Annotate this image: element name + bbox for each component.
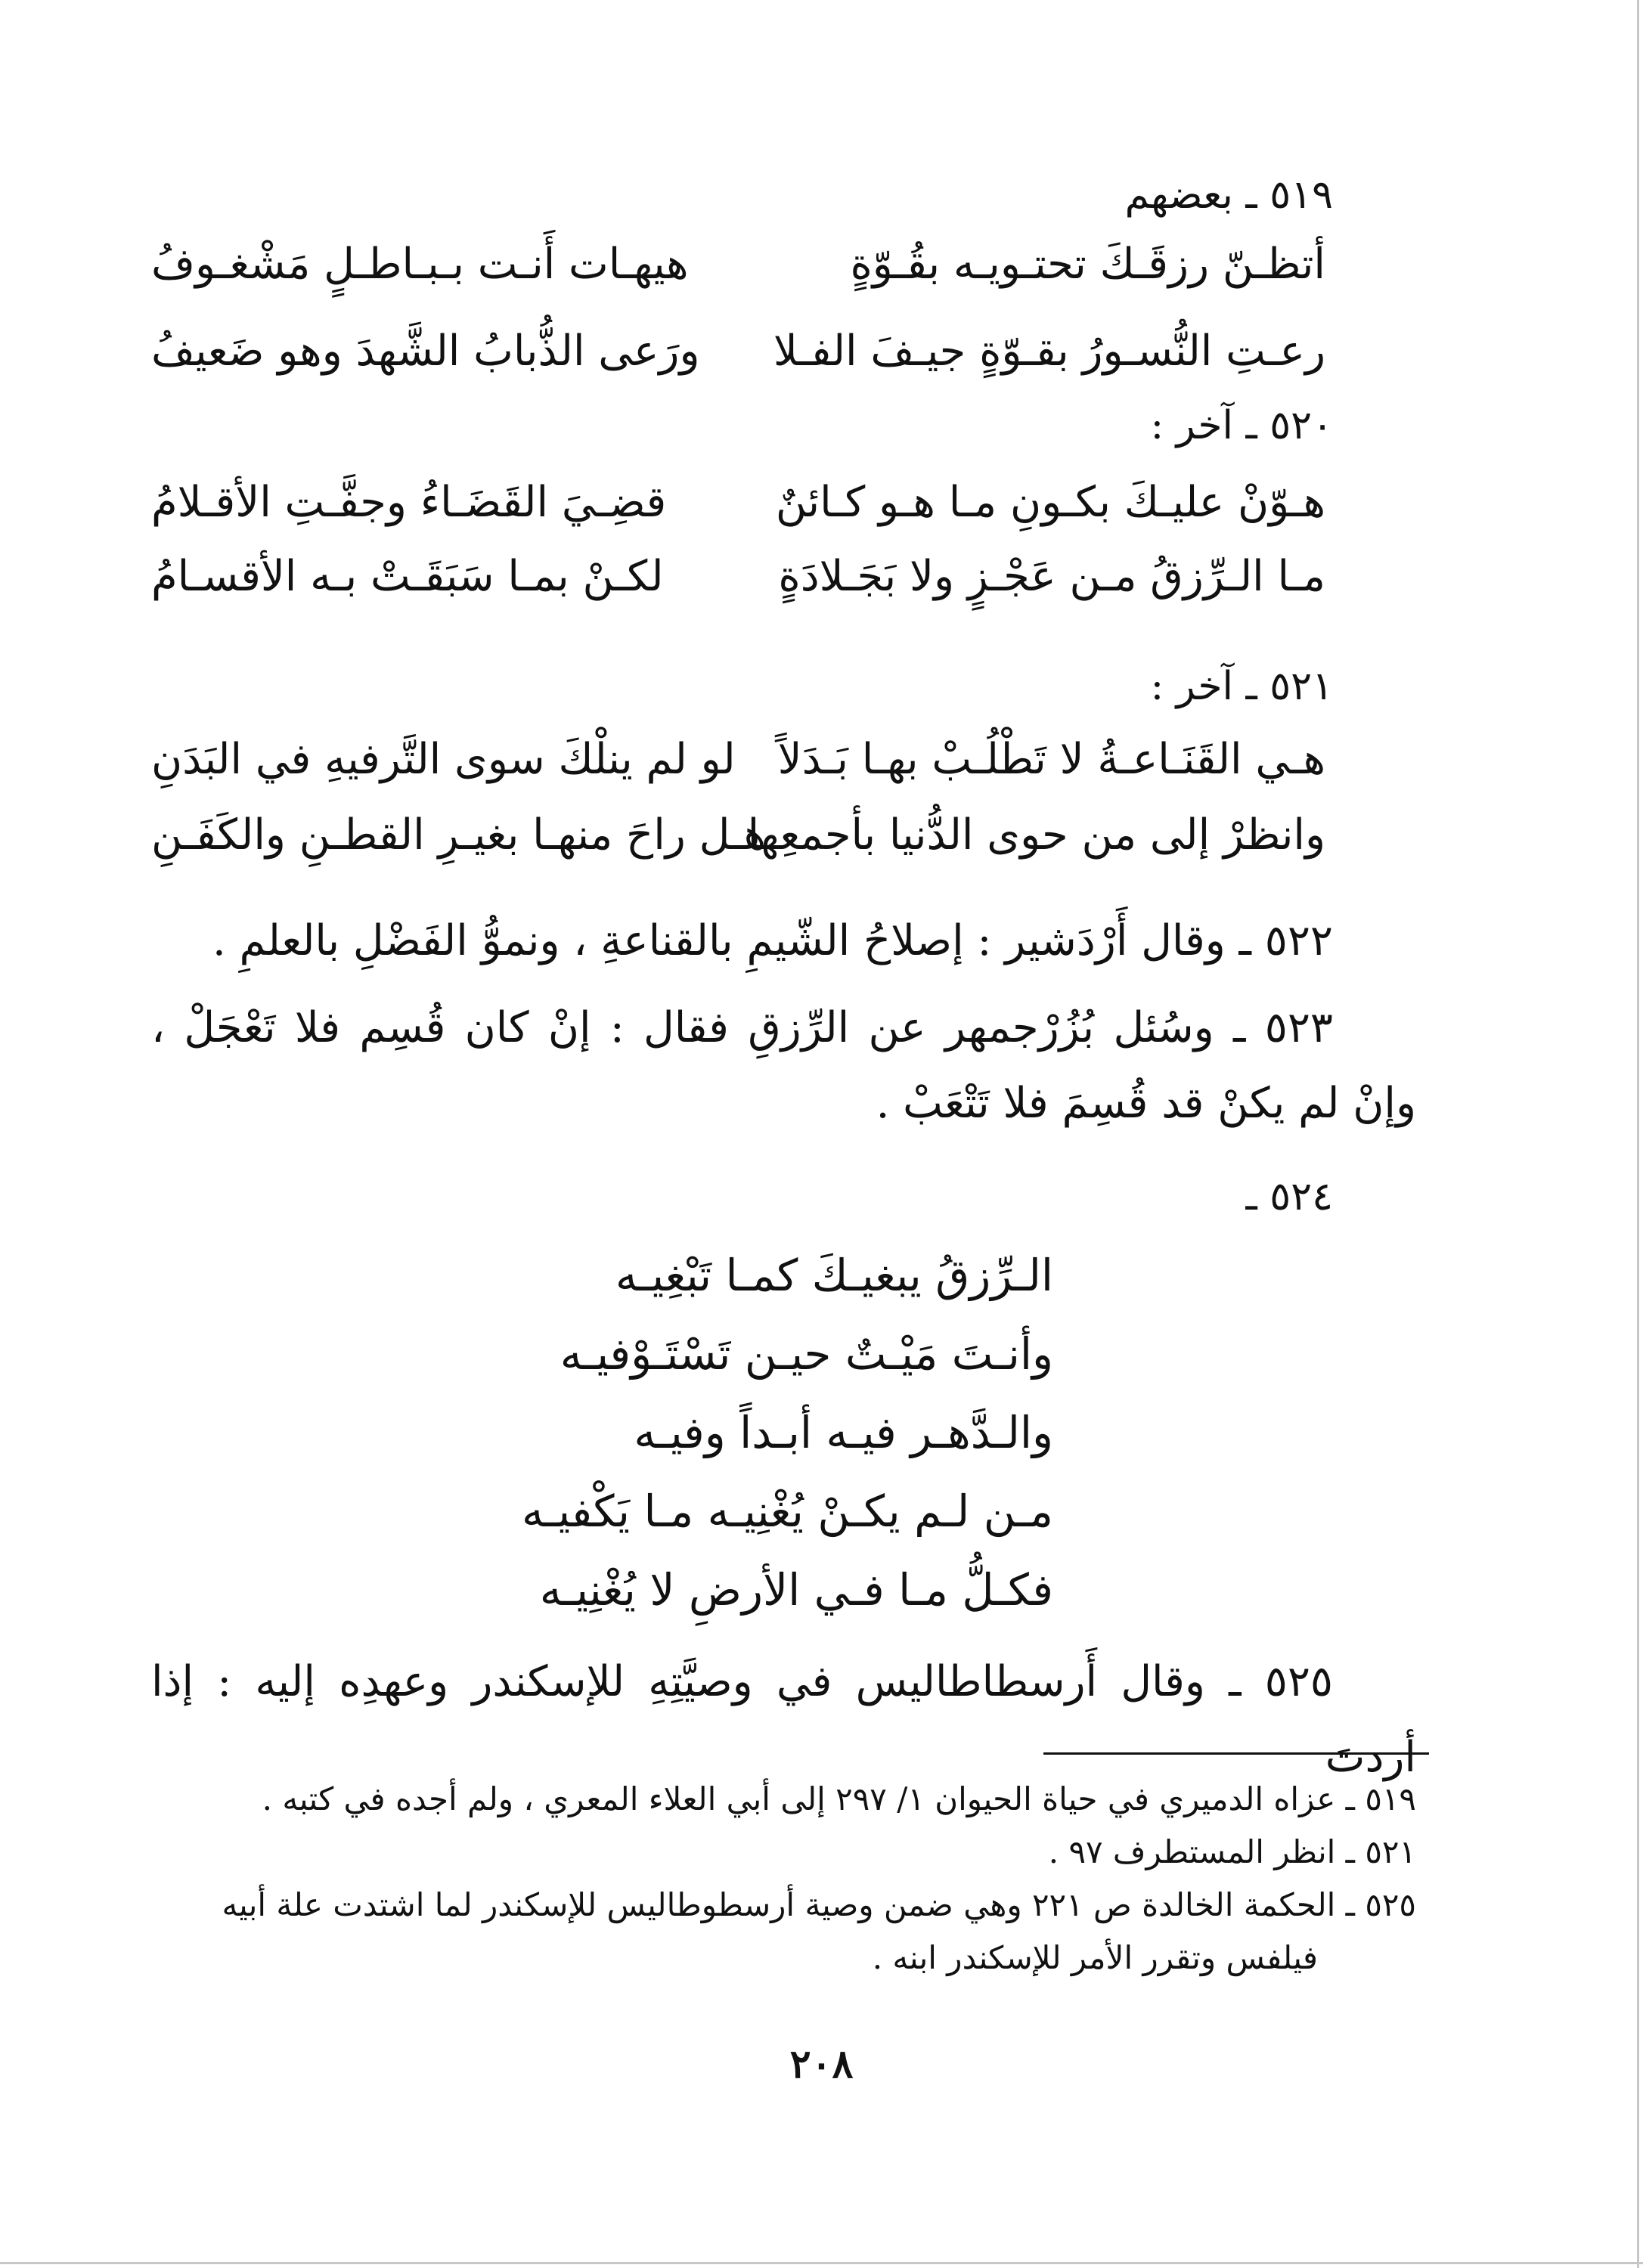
footnote-separator [1043, 1752, 1429, 1755]
verse-second-hemistich: ورَعى الذُّبابُ الشَّهدَ وهو ضَعيفُ [151, 327, 700, 376]
verse-first-hemistich: رعـتِ النُّسـورُ بقـوّةٍ جيـفَ الفـلا [773, 327, 1325, 376]
poem-line: الـرِّزقُ يبغيـكَ كمـا تَبْغِيـه [615, 1250, 1053, 1301]
footnote-521 [151, 1826, 1416, 1879]
verse-second-hemistich: لكـنْ بمـا سَبَقَـتْ بـه الأقسـامُ [151, 552, 664, 601]
verse-line [151, 543, 1416, 611]
poem-line: مـن لـم يكـنْ يُغْنِيـه مـا يَكْفيـه [521, 1486, 1053, 1537]
poem-block-524 [448, 1236, 1053, 1629]
verse-line [151, 231, 1416, 299]
scan-edge-bottom [0, 2262, 1643, 2264]
footnote-text: ٥٢٥ ـ الحكمة الخالدة ص ٢٢١ وهي ضمن وصية أرسطوطاليس للإسكندر لما اشتدت علة أبيه [222, 1886, 1416, 1923]
entry-text-522: ٥٢٢ ـ وقال أَرْدَشير : إصلاحُ الشّيمِ بالقناعةِ ، ونموُّ الفَضْلِ بالعلمِ . [212, 916, 1333, 965]
poem-line: فكـلُّ مـا فـي الأرضِ لا يُغْنِيـه [539, 1564, 1053, 1616]
poem-line: وأنـتَ مَيْـتٌ حيـن تَسْتَـوْفيـه [560, 1328, 1053, 1380]
verse-second-hemistich: هـل راحَ منهـا بغيـرِ القطـنِ والكَفَـنِ [151, 810, 766, 860]
scan-edge-right [1637, 0, 1639, 2268]
entry-paragraph-522 [151, 903, 1416, 979]
entry-text-523: ٥٢٣ ـ وسُئل بُزُرْجمهر عن الرِّزقِ فقال : إنْ كان قُسِم فلا تَعْجَلْ ، وإنْ لم يكنْ قد قُسِمَ فلا تَتْعَبْ . [151, 1003, 1416, 1128]
footnote-text-continuation: فيلفس وتقرر الأمر للإسكندر ابنه . [872, 1939, 1318, 1976]
verse-second-hemistich: هيهـات أَنـت بـبـاطـلٍ مَشْغـوفُ [151, 240, 689, 289]
verse-first-hemistich: هـوّنْ عليـكَ بكـونِ مـا هـو كـائنٌ [775, 478, 1325, 527]
verse-first-hemistich: هـي القَنَـاعـةُ لا تَطْلُـبْ بهـا بَـدَلاً [777, 735, 1325, 784]
entry-heading-521: ٥٢١ ـ آخر : [1150, 664, 1333, 709]
verse-first-hemistich: أتظـنّ رزقَـكَ تحتـويـه بقُـوّةٍ [850, 240, 1325, 289]
entry-heading-519: ٥١٩ ـ بعضهم [1124, 172, 1333, 218]
poem-line: والـدَّهـر فيـه أبـداً وفيـه [634, 1407, 1053, 1458]
verse-first-hemistich: مـا الـرِّزقُ مـن عَجْـزٍ ولا بَجَـلادَةٍ [778, 552, 1325, 601]
entry-heading-520: ٥٢٠ ـ آخر : [1150, 403, 1333, 448]
verse-line [151, 801, 1416, 869]
verse-line [151, 318, 1416, 386]
entry-heading-524: ٥٢٤ ـ [1245, 1174, 1333, 1219]
verse-second-hemistich: قضِـيَ القَضَـاءُ وجفَّـتِ الأقـلامُ [151, 478, 667, 527]
verse-second-hemistich: لو لم ينلْكَ سوى التَّرفيهِ في البَدَنِ [151, 735, 736, 784]
footnote-519 [151, 1773, 1416, 1826]
verse-first-hemistich: وانظرْ إلى من حوى الدُّنيا بأجمعِها [747, 810, 1325, 860]
verse-line [151, 726, 1416, 794]
entry-paragraph-523 [151, 990, 1416, 1142]
entry-text-525: ٥٢٥ ـ وقال أَرسطاطاليس في وصيَّتِهِ للإسكندر وعهدِه إليه : إذا أردتَ [151, 1657, 1416, 1782]
footnote-text: ٥٢١ ـ انظر المستطرف ٩٧ . [1048, 1833, 1416, 1870]
verse-line [151, 469, 1416, 537]
page-number: ٢٠٨ [789, 2041, 854, 2087]
footnote-text: ٥١٩ ـ عزاه الدميري في حياة الحيوان ١/ ٢٩٧ إلى أبي العلاء المعري ، ولم أجده في كتبه . [262, 1780, 1416, 1817]
footnote-525 [151, 1879, 1416, 1984]
